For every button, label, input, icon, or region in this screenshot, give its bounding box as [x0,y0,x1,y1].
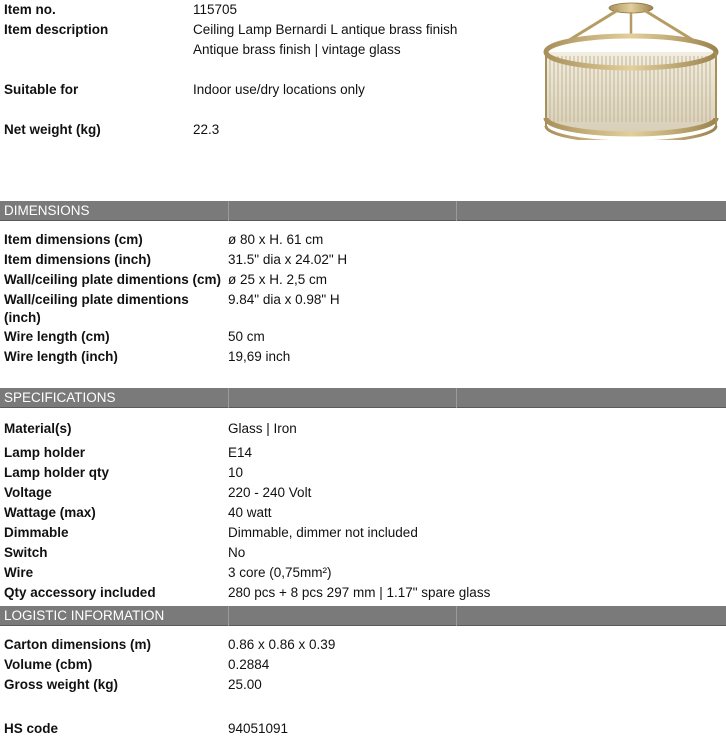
spec-value: No [228,545,246,560]
spec-value: 40 watt [228,505,272,520]
spec-value: Dimmable, dimmer not included [228,525,418,540]
section-bar-logistic [0,606,726,626]
spec-label: Wattage (max) [4,505,96,520]
dim-value: 9.84" dia x 0.98" H [228,292,340,307]
spec-label: Lamp holder qty [4,465,110,480]
dim-label-line2: (inch) [4,310,41,325]
dim-label: Wire length (inch) [4,349,118,364]
section-title-logistic: LOGISTIC INFORMATION [4,608,165,623]
net-weight-label: Net weight (kg) [4,122,101,137]
net-weight-value: 22.3 [193,122,220,137]
dim-value: 50 cm [228,329,265,344]
suitable-label: Suitable for [4,82,79,97]
logistic-value: 25.00 [228,677,262,692]
description-label: Item description [4,22,109,37]
section-bar-dimensions [0,201,726,221]
description-line1: Ceiling Lamp Bernardi L antique brass finish [193,22,458,37]
logistic-value: 0.2884 [228,657,270,672]
spec-value: 280 pcs + 8 pcs 297 mm | 1.17" spare glass [228,585,491,600]
dim-value: 19,69 inch [228,349,291,364]
spec-label: Wire [4,565,34,580]
logistic-label: Gross weight (kg) [4,677,119,692]
logistic-label: Carton dimensions (m) [4,637,152,652]
logistic-value: 0.86 x 0.86 x 0.39 [228,637,336,652]
dim-value: 31.5" dia x 24.02" H [228,252,348,267]
dim-value: ø 25 x H. 2,5 cm [228,272,328,287]
ceiling-lamp-image [538,0,724,140]
dim-label: Wall/ceiling plate dimentions (cm) [4,272,222,287]
section-bar-specifications [0,388,726,408]
spec-value: Glass | Iron [228,421,297,436]
dim-label: Wire length (cm) [4,329,110,344]
section-title-dimensions: DIMENSIONS [4,203,90,218]
spec-label: Switch [4,545,48,560]
suitable-value: Indoor use/dry locations only [193,82,365,97]
description-line2: Antique brass finish | vintage glass [193,42,401,57]
dim-label: Wall/ceiling plate dimentions [4,292,189,307]
item-no-label: Item no. [4,2,56,17]
spec-label: Dimmable [4,525,69,540]
spec-label: Lamp holder [4,445,86,460]
hs-code-label: HS code [4,721,59,736]
spec-label: Voltage [4,485,52,500]
spec-value: 3 core (0,75mm²) [228,565,332,580]
spec-value: 10 [228,465,244,480]
dim-label: Item dimensions (inch) [4,252,152,267]
spec-label: Qty accessory included [4,585,156,600]
spec-label: Material(s) [4,421,72,436]
dim-label: Item dimensions (cm) [4,232,143,247]
logistic-label: Volume (cbm) [4,657,93,672]
section-title-specifications: SPECIFICATIONS [4,390,116,405]
spec-value: E14 [228,445,253,460]
item-no-value: 115705 [193,2,238,17]
dim-value: ø 80 x H. 61 cm [228,232,324,247]
spec-value: 220 - 240 Volt [228,485,312,500]
hs-code-value: 94051091 [228,721,289,736]
